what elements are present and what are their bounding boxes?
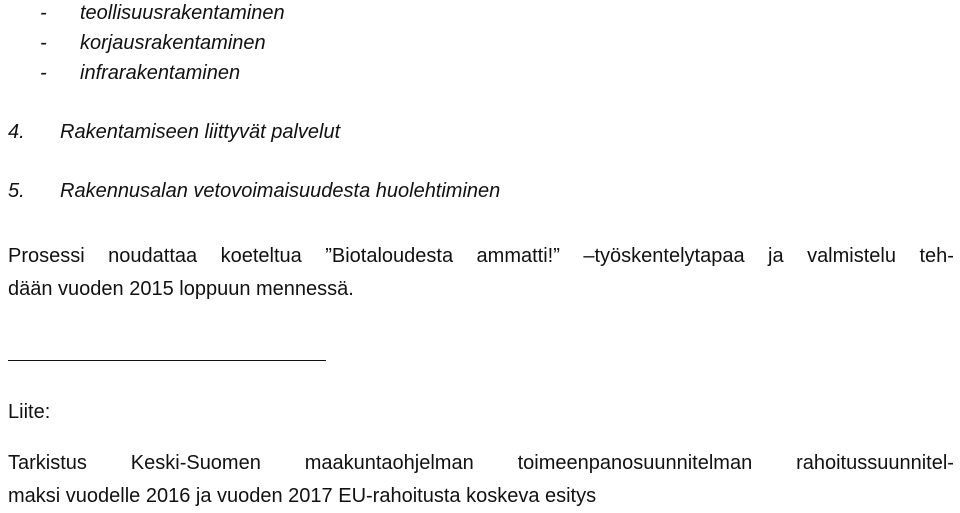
- separator-line: [8, 360, 326, 361]
- paragraph-word: valmistelu: [807, 245, 896, 267]
- paragraph-line-2: dään vuoden 2015 loppuun mennessä.: [8, 278, 354, 300]
- numbered-item: [0, 181, 500, 201]
- list-item-text: korjausrakentaminen: [80, 32, 266, 54]
- paragraph-word: koeteltua: [220, 245, 302, 267]
- paragraph-word: teh-: [919, 245, 954, 267]
- paragraph-word: ja: [768, 245, 784, 267]
- list-bullet: -: [40, 2, 47, 24]
- list-item-text: teollisuusrakentaminen: [80, 2, 285, 24]
- paragraph-word: Prosessi: [8, 245, 85, 267]
- item-number: 5.: [8, 180, 25, 202]
- paragraph-word: –työskentelytapaa: [583, 245, 745, 267]
- paragraph-line-1: [8, 246, 954, 266]
- item-number: 4.: [8, 121, 25, 143]
- list-item: [0, 3, 285, 23]
- attachment-word: Keski-Suomen: [130, 452, 261, 474]
- list-bullet: -: [40, 62, 47, 84]
- item-text: Rakentamiseen liittyvät palvelut: [60, 121, 341, 143]
- attachment-word: Tarkistus: [8, 452, 87, 474]
- list-bullet: -: [40, 32, 47, 54]
- attachment-word: toimeenpanosuunnitelman: [517, 452, 753, 474]
- attachment-word: maakuntaohjelman: [304, 452, 474, 474]
- attachment-line-1: [8, 453, 954, 473]
- list-item: [0, 33, 266, 53]
- numbered-item: [0, 122, 340, 142]
- paragraph-word: ammatti!”: [476, 245, 560, 267]
- paragraph-word: ”Biotaloudesta: [325, 245, 454, 267]
- item-text: Rakennusalan vetovoimaisuudesta huolehtiminen: [60, 180, 501, 202]
- attachment-word: rahoitussuunnitel-: [796, 452, 954, 474]
- list-item: [0, 63, 240, 83]
- attachment-label: Liite:: [8, 401, 51, 423]
- paragraph-word: noudattaa: [108, 245, 198, 267]
- list-item-text: infrarakentaminen: [80, 62, 241, 84]
- attachment-line-2: maksi vuodelle 2016 ja vuoden 2017 EU-rahoitusta koskeva esitys: [8, 485, 597, 507]
